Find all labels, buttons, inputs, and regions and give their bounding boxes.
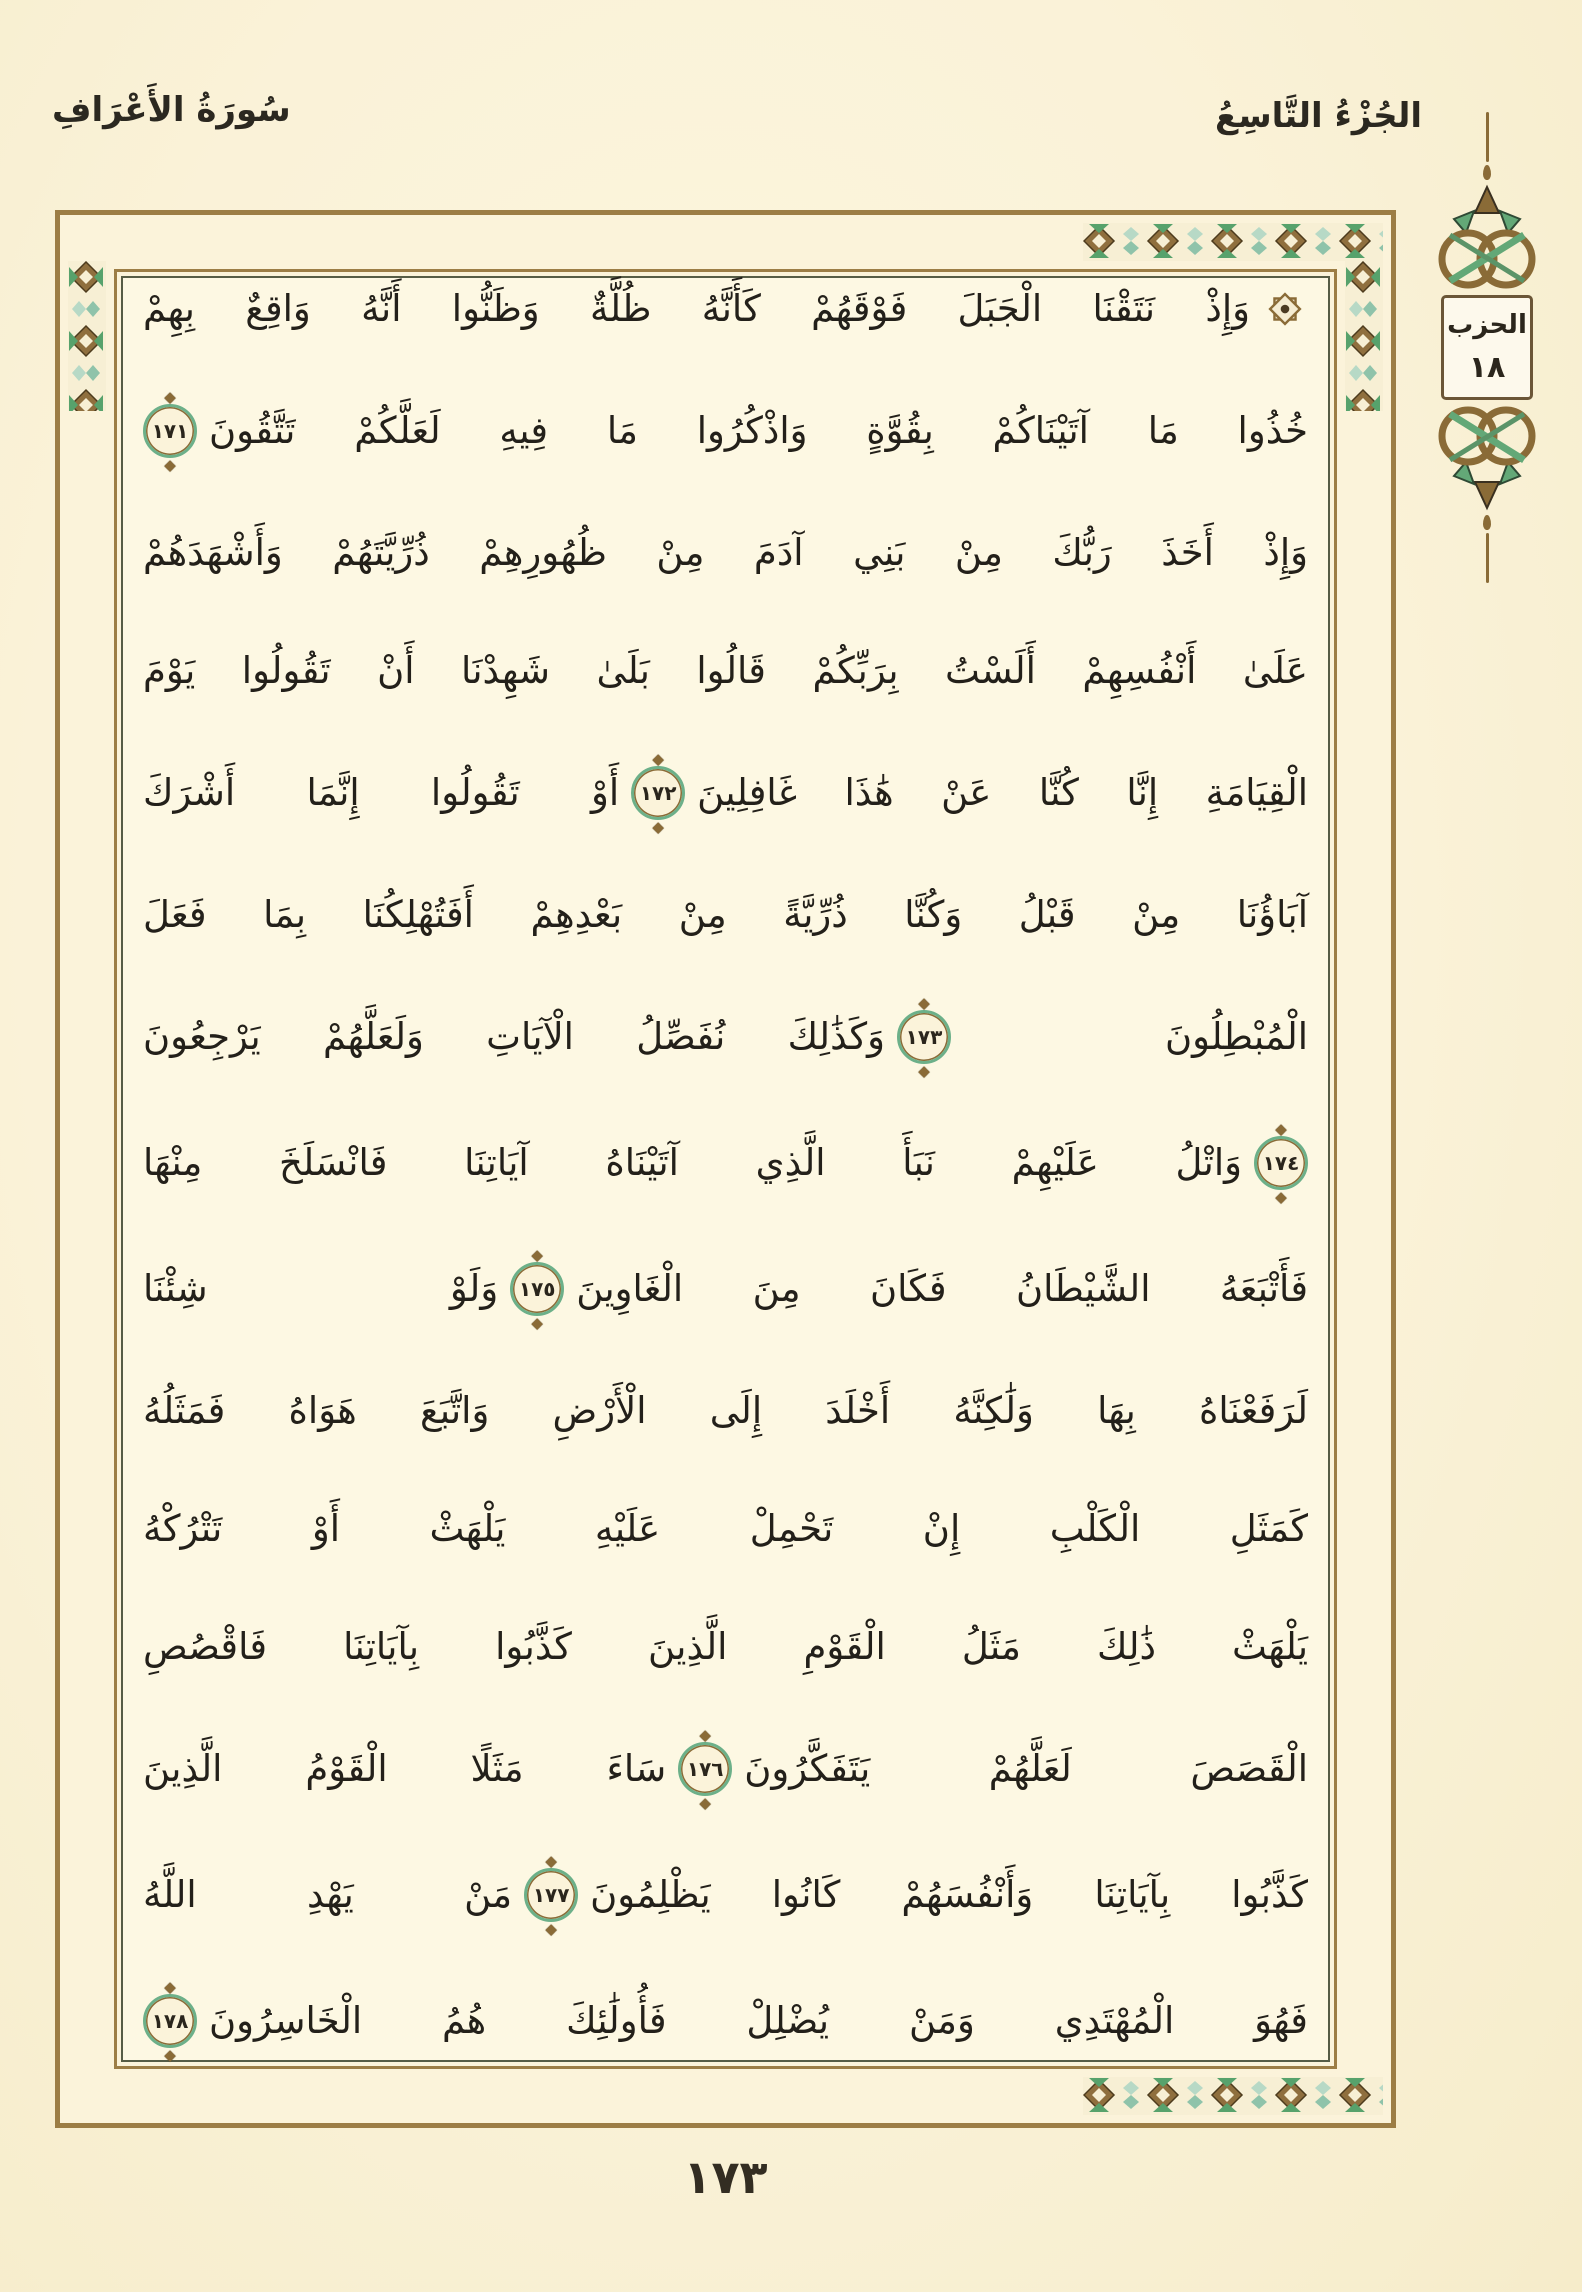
verse-text: آبَاؤُنَا مِنْ قَبْلُ وَكُنَّا ذُرِّيَّةً مِنْ بَعْدِهِمْ أَفَتُهْلِكُنَا بِمَا فَعَلَ xyxy=(143,893,1308,937)
verse-line-5 xyxy=(143,766,1308,820)
verse-text: فَهُوَ الْمُهْتَدِي وَمَنْ يُضْلِلْ فَأُولَٰئِكَ هُمُ الْخَاسِرُونَ xyxy=(209,1998,1308,2042)
ayah-marker-١٧٧: ◆ ١٧٧ ◆ xyxy=(524,1868,578,1922)
verse-line-10 xyxy=(143,1388,1308,1434)
verse-text: وَإِذْ أَخَذَ رَبُّكَ مِنْ بَنِي آدَمَ مِنْ ظُهُورِهِمْ ذُرِّيَّتَهُمْ وَأَشْهَدَهُمْ xyxy=(143,531,1308,574)
rub-el-hizb-icon xyxy=(1262,286,1308,332)
verse-line-11 xyxy=(143,1506,1308,1552)
verse-text: سَاءَ مَثَلًا الْقَوْمُ الَّذِينَ xyxy=(142,1747,667,1791)
verse-text: وَاتْلُ عَلَيْهِمْ نَبَأَ الَّذِي آتَيْنَاهُ آيَاتِنَا فَانْسَلَخَ مِنْهَا xyxy=(143,1141,1242,1184)
verse-line-12 xyxy=(143,1624,1308,1670)
border-pattern-left xyxy=(68,261,106,411)
verse-text: كَذَّبُوا بِآيَاتِنَا وَأَنْفُسَهُمْ كَانُوا يَظْلِمُونَ xyxy=(590,1873,1308,1916)
border-pattern-right xyxy=(1345,261,1383,411)
hizb-bottom-spike-icon xyxy=(1486,533,1489,583)
hizb-top-spike-icon xyxy=(1486,112,1489,162)
verse-text: لَرَفَعْنَاهُ بِهَا وَلَٰكِنَّهُ أَخْلَدَ إِلَى الْأَرْضِ وَاتَّبَعَ هَوَاهُ فَمَثَلُهُ xyxy=(143,1388,1308,1432)
page-frame xyxy=(55,210,1396,2128)
verse-line-8 xyxy=(143,1136,1308,1190)
juz-title: الجُزْءُ التَّاسِعُ xyxy=(1214,96,1422,136)
ayah-marker-١٧٢: ◆ ١٧٢ ◆ xyxy=(631,766,685,820)
verse-text: يَلْهَثْ ذَٰلِكَ مَثَلُ الْقَوْمِ الَّذِينَ كَذَّبُوا بِآيَاتِنَا فَاقْصُصِ xyxy=(143,1625,1308,1669)
inner-frame-line xyxy=(114,269,1337,2069)
verse-line-1 xyxy=(143,286,1308,332)
ayah-marker-١٧٣: ◆ ١٧٣ ◆ xyxy=(897,1010,951,1064)
verse-line-3 xyxy=(143,530,1308,576)
text-panel xyxy=(121,276,1330,2062)
verse-text: أَوْ تَقُولُوا إِنَّمَا أَشْرَكَ xyxy=(143,771,620,815)
hizb-label: الحزب xyxy=(1447,310,1527,340)
verse-line-7 xyxy=(143,1010,1308,1064)
verse-text: الْمُبْطِلُونَ xyxy=(1165,1015,1308,1059)
page-number: ١٧٣ xyxy=(683,2150,768,2204)
verse-text: وَإِذْ نَتَقْنَا الْجَبَلَ فَوْقَهُمْ كَأَنَّهُ ظُلَّةٌ وَظَنُّوا أَنَّهُ وَاقِعٌ بِهِمْ xyxy=(143,287,1250,330)
ayah-marker-١٧٦: ◆ ١٧٦ ◆ xyxy=(678,1742,732,1796)
verse-text: كَمَثَلِ الْكَلْبِ إِنْ تَحْمِلْ عَلَيْهِ يَلْهَثْ أَوْ تَتْرُكْهُ xyxy=(143,1507,1308,1550)
verse-text: الْقِيَامَةِ إِنَّا كُنَّا عَنْ هَٰذَا غَافِلِينَ xyxy=(697,771,1308,815)
ayah-marker-١٧٤: ◆ ١٧٤ ◆ xyxy=(1254,1136,1308,1190)
verse-lines xyxy=(143,286,1308,2048)
verse-line-13 xyxy=(143,1742,1308,1796)
hizb-top-drop-icon xyxy=(1483,165,1491,180)
verse-line-2 xyxy=(143,404,1308,458)
verse-line-14 xyxy=(143,1868,1308,1922)
verse-text: وَلَوْ شِئْنَا xyxy=(142,1266,499,1310)
verse-line-9 xyxy=(143,1262,1308,1316)
hizb-panel xyxy=(1441,295,1533,400)
ayah-marker-١٧٥: ◆ ١٧٥ ◆ xyxy=(510,1262,564,1316)
hizb-number: ١٨ xyxy=(1468,350,1506,385)
verse-text: خُذُوا مَا آتَيْنَاكُمْ بِقُوَّةٍ وَاذْكُرُوا مَا فِيهِ لَعَلَّكُمْ تَتَّقُونَ xyxy=(209,409,1308,452)
border-pattern-top xyxy=(1083,223,1383,261)
verse-text: وَكَذَٰلِكَ نُفَصِّلُ الْآيَاتِ وَلَعَلَّهُمْ يَرْجِعُونَ xyxy=(142,1015,885,1059)
verse-text: فَأَتْبَعَهُ الشَّيْطَانُ فَكَانَ مِنَ الْغَاوِينَ xyxy=(576,1266,1308,1310)
surah-title: سُورَةُ الأَعْرَافِ xyxy=(52,90,291,130)
verse-text: عَلَىٰ أَنْفُسِهِمْ أَلَسْتُ بِرَبِّكُمْ قَالُوا بَلَىٰ شَهِدْنَا أَنْ تَقُولُوا يَوْمَ xyxy=(143,649,1308,693)
knot-bottom-icon xyxy=(1424,400,1550,512)
hizb-bottom-drop-icon xyxy=(1483,515,1491,530)
verse-line-6 xyxy=(143,892,1308,938)
ayah-marker-١٧١: ◆ ١٧١ ◆ xyxy=(143,404,197,458)
verse-line-15 xyxy=(143,1994,1308,2048)
verse-text: الْقَصَصَ لَعَلَّهُمْ يَتَفَكَّرُونَ xyxy=(744,1747,1308,1791)
border-pattern-bottom xyxy=(1083,2077,1383,2115)
knot-top-icon xyxy=(1424,183,1550,295)
ayah-marker-١٧٨: ◆ ١٧٨ ◆ xyxy=(143,1994,197,2048)
verse-line-4 xyxy=(143,648,1308,694)
verse-text: مَنْ يَهْدِ اللَّهُ xyxy=(142,1873,513,1916)
hizb-marker xyxy=(1402,112,1572,660)
